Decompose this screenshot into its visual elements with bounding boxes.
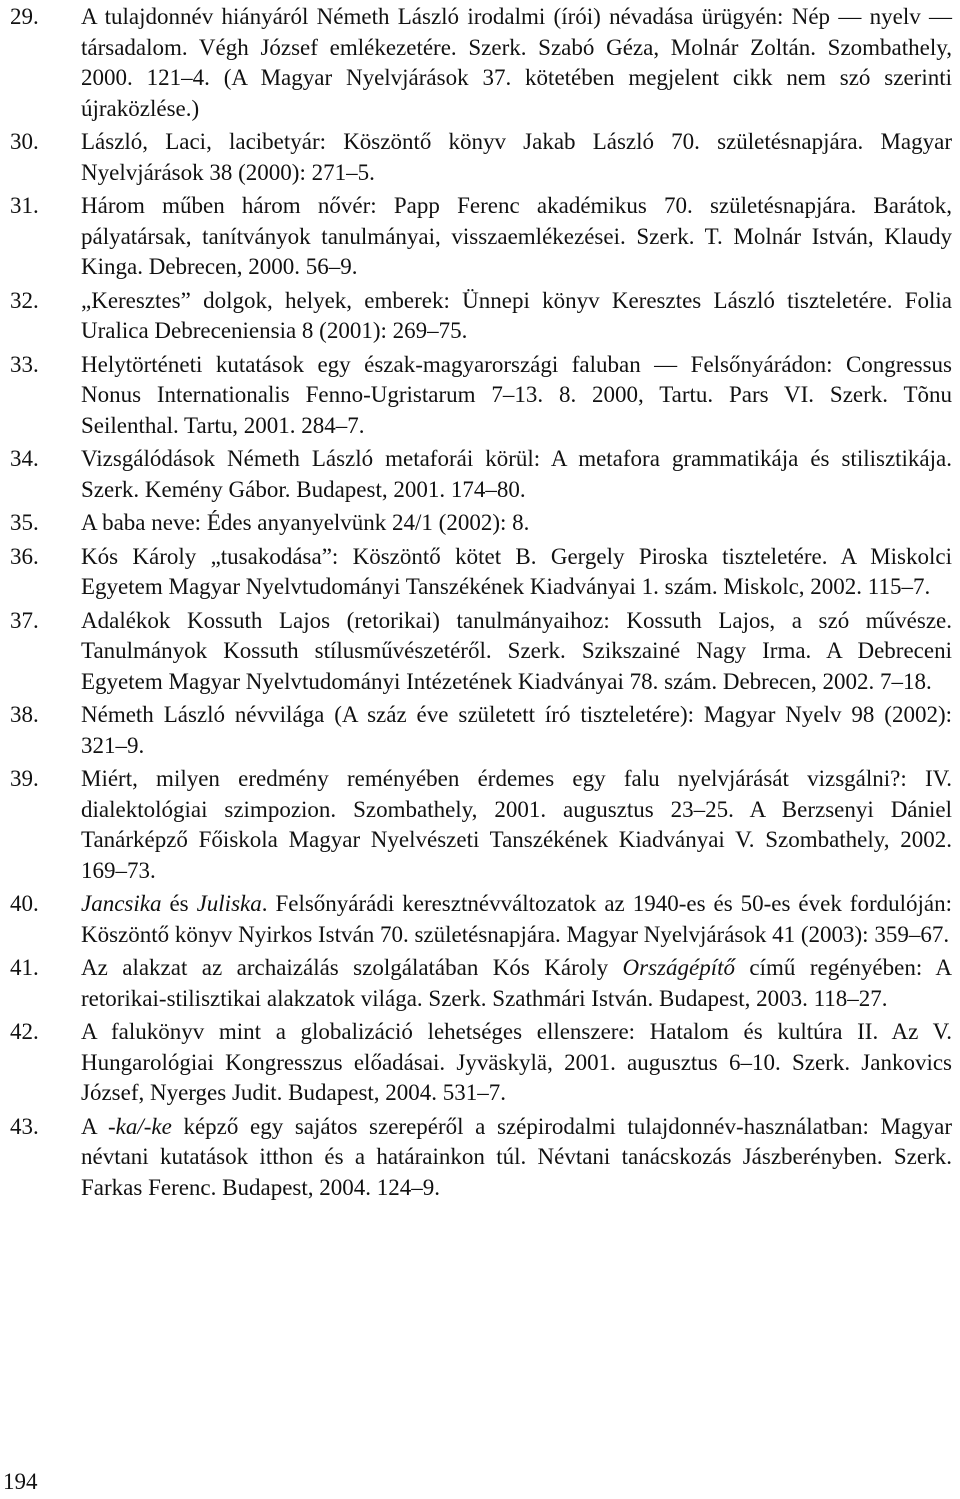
entry-number: 43. <box>10 1113 39 1139</box>
bibliography-entry <box>0 700 960 761</box>
entry-text: Vizsgálódások Németh László metaforái körül: A metafora grammatikája és stilisztikája. Szerk. Kemény Gábor. Budapest, 2001. 174–80. <box>81 446 952 502</box>
bibliography-entry <box>0 542 960 603</box>
entry-number: 42. <box>10 1019 39 1044</box>
entry-text: Németh László névvilága (A száz éve született író tiszteletére): Magyar Nyelv 98 (2002): 321–9. <box>81 702 952 758</box>
entry-number: 36. <box>10 543 39 569</box>
bibliography-list <box>0 2 960 1206</box>
entry-number: 30. <box>10 129 39 154</box>
entry-number: 29. <box>10 4 39 29</box>
entry-number: 31. <box>10 193 39 218</box>
entry-text: Helytörténeti kutatások egy észak-magyarországi faluban — Felsőnyárádon: Congressus Nonus Internationalis Fenno-Ugristarum 7–13. 8. 2000, Tartu. Pars VI. Szerk. Tõnu Seilenthal. Tartu, 2001. 284–7. <box>81 351 952 438</box>
entry-text-italic: Országépítő <box>622 955 735 980</box>
entry-text: című regényében: A retorikai-stilisztikai alakzatok világa. Szerk. Szathmári István. Budapest, 2003. 118–27. <box>81 955 952 1011</box>
entry-text-italic: -ka/-ke <box>107 1113 172 1139</box>
entry-text: A tulajdonnév hiányáról Németh László irodalmi (írói) névadása ürügyén: Nép — nyelv — társadalom. Végh József emlékezetére. Szerk. Szabó Géza, Molnár Zoltán. Szombathely, 2000. 121–4. (A Magyar Nyelvjárások 37. kötetében megjelent cikk nem szó szerinti újraközlése.) <box>81 4 952 121</box>
page-number: 194 <box>3 1469 38 1494</box>
bibliography-entry <box>0 606 960 698</box>
entry-number: 39. <box>10 766 39 791</box>
bibliography-entry <box>0 127 960 188</box>
entry-text: A baba neve: Édes anyanyelvünk 24/1 (2002): 8. <box>81 510 530 535</box>
entry-number: 35. <box>10 510 39 535</box>
entry-text: László, Laci, lacibetyár: Köszöntő könyv Jakab László 70. születésnapjára. Magyar Nyelvjárások 38 (2000): 271–5. <box>81 129 952 185</box>
entry-number: 33. <box>10 351 39 377</box>
bibliography-entry <box>0 286 960 347</box>
bibliography-entry <box>0 953 960 1014</box>
entry-number: 41. <box>10 955 39 980</box>
bibliography-entry <box>0 444 960 505</box>
bibliography-entry <box>0 2 960 124</box>
entry-text: Miért, milyen eredmény reményében érdemes egy falu nyelvjárását vizsgálni?: IV. dialektológiai szimpozion. Szombathely, 2001. augusztus 23–25. A Berzsenyi Dániel Tanárképző Főiskola Magyar Nyelvészeti Tanszékének Kiadványai V. Szombathely, 2002. 169–73. <box>81 766 952 883</box>
entry-text: . Felsőnyárádi keresztnévváltozatok az 1940-es és 50-es évek fordulóján: Köszöntő könyv Nyirkos István 70. születésnapjára. Magyar Nyelvjárások 41 (2003): 359–67. <box>81 891 952 947</box>
entry-number: 38. <box>10 702 39 727</box>
entry-text: Az alakzat az archaizálás szolgálatában Kós Károly <box>81 955 623 980</box>
entry-text: képző egy sajátos szerepéről a szépirodalmi tulajdonnév-használatban: Magyar névtani kutatások itthon és a határainkon túl. Névtani tanácskozás Jászberényben. Szerk. Farkas Ferenc. Budapest, 2004. 124–9. <box>81 1113 952 1200</box>
bibliography-entry <box>0 508 960 539</box>
bibliography-entry <box>0 1112 960 1204</box>
entry-text: A falukönyv mint a globalizáció lehetséges ellenszere: Hatalom és kultúra II. Az V. Hungarológiai Kongresszus előadásai. Jyväskylä, 2001. augusztus 6–10. Szerk. Jankovics József, Nyerges Judit. Budapest, 2004. 531–7. <box>81 1019 952 1105</box>
entry-text: A <box>81 1113 108 1139</box>
entry-text: Három műben három nővér: Papp Ferenc akadémikus 70. születésnapjára. Barátok, pályatársak, tanítványok tanulmányai, visszaemlékezései. Szerk. T. Molnár István, Klaudy Kinga. Debrecen, 2000. 56–9. <box>81 193 952 279</box>
entry-number: 40. <box>10 891 39 916</box>
entry-text: „Keresztes” dolgok, helyek, emberek: Ünnepi könyv Keresztes László tiszteletére. Folia Uralica Debreceniensia 8 (2001): 269–75. <box>81 287 952 343</box>
entry-number: 34. <box>10 446 39 471</box>
entry-text: Kós Károly „tusakodása”: Köszöntő kötet B. Gergely Piroska tiszteletére. A Miskolci Egyetem Magyar Nyelvtudományi Tanszékének Kiadványai 1. szám. Miskolc, 2002. 115–7. <box>81 543 952 599</box>
entry-text-italic: Jancsika <box>81 891 162 916</box>
entry-number: 37. <box>10 607 39 633</box>
bibliography-entry <box>0 889 960 950</box>
bibliography-entry <box>0 191 960 283</box>
entry-text-italic: Juliska <box>196 891 262 916</box>
bibliography-entry <box>0 764 960 886</box>
bibliography-entry <box>0 350 960 442</box>
entry-text: Adalékok Kossuth Lajos (retorikai) tanulmányaihoz: Kossuth Lajos, a szó művésze. Tanulmányok Kossuth stílusművészetéről. Szerk. Szikszainé Nagy Irma. A Debreceni Egyetem Magyar Nyelvtudományi Intézetének Kiadványai 78. szám. Debrecen, 2002. 7–18. <box>81 607 952 694</box>
bibliography-entry <box>0 1017 960 1109</box>
entry-number: 32. <box>10 287 39 313</box>
entry-text: és <box>161 891 197 916</box>
